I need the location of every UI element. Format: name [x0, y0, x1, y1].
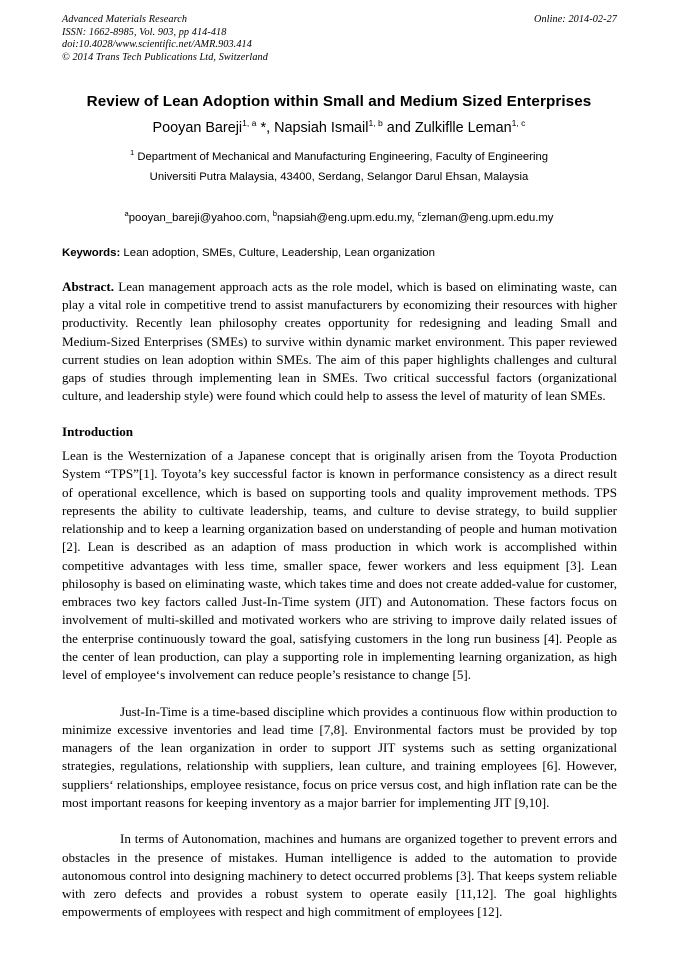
author-list [40, 119, 638, 137]
email-address-c[interactable]: zleman@eng.upm.edu.my [421, 212, 554, 224]
corresponding-author-star: * [256, 120, 267, 136]
paragraph: In terms of Autonomation, machines and humans are organized together to prevent errors and obstacles in the presence of mistakes. Human intelligence is added to the automation to provide autonomous control into designing machinery to detect occurred problems [3]. That keeps system reliable with zero defects and provides a robust system to operate easily [11,12]. The goal highlights empowerments of employees with respect and high commitment of employees [12]. [62, 831, 617, 920]
email-marker-c: c [417, 209, 422, 219]
issn-volume-pages: ISSN: 1662-8985, Vol. 903, pp 414-418 [62, 26, 227, 38]
affiliation-line-2: Universiti Putra Malaysia, 43400, Serdang, Selangor Darul Ehsan, Malaysia [149, 170, 529, 183]
email-address-a[interactable]: pooyan_bareji@yahoo.com, [128, 212, 273, 224]
keywords-line [62, 246, 617, 261]
masthead-right-block [534, 14, 617, 27]
author-separator-2: and [382, 120, 415, 136]
author-name-3: Zulkiflle Leman [414, 120, 512, 136]
author-affil-marker-1: 1, a [242, 118, 257, 129]
section-heading-introduction: Introduction [62, 424, 134, 439]
online-publication-date: Online: 2014-02-27 [533, 14, 617, 25]
paper-title: Review of Lean Adoption within Small and Medium Sized Enterprises [86, 93, 592, 111]
email-address-b[interactable]: napsiah@eng.upm.edu.my, [276, 212, 418, 224]
journal-masthead [62, 14, 617, 72]
keywords-values: Lean adoption, SMEs, Culture, Leadership, Lean organization [120, 247, 435, 259]
paragraph: Just-In-Time is a time-based discipline which provides a continuous flow within production to minimize excessive inventories and lead time [7,8]. Environmental factors must be provided by top managers of the lean organization in order to support JIT systems such as setting organizational strategies, regulations, relationship with suppliers, lean culture, and training employees [6]. However, suppliers‘ relationships, employee resistance, focus on price versus cost, and high inflation rate can be the most important reasons for keeping inventory as a major barrier for implementing JIT [9,10]. [62, 703, 617, 810]
abstract-block [62, 278, 617, 405]
affiliation-department: Department of Mechanical and Manufacturing Engineering, Faculty of Engineering [134, 151, 549, 163]
paragraph: Lean is the Westernization of a Japanese concept that is originally arisen from the Toyota Production System “TPS”[1]. Toyota’s key successful factor is known in performance consistency as a direct result of operational excellence, which is based on supporting tools and quality improvement methods. TPS represents the ability to cultivate leadership, teams, and culture to devise strategy, to build supplier relationship and to keep a learning organization based on understanding of people and human motivation [2]. Lean is described as an adaption of mass production in which work is accomplished within competitive advantages with less time, smaller space, fewer workers and less equipment [3]. Lean philosophy is based on eliminating waste, which takes time and does not create added-value for customer, embraces two key factors called Just-In-Time system (JIT) and Autonomation. These factors focus on involvement of multi-skilled and motivated workers who are striving to improve daily related issues of the enterprise continuously toward the goal, satisfying customers in the long run business [4]. People as the center of lean production, can play a supporting role in implementing learning organization, as high level of employee‘s involvement can reduce people’s resistance to change [5]. [62, 448, 617, 682]
doi-line: doi:10.4028/www.scientific.net/AMR.903.414 [62, 39, 252, 51]
abstract-label: Abstract. [62, 279, 114, 294]
affiliation-block [40, 148, 638, 187]
abstract-text: Lean management approach acts as the role model, which is based on eliminating waste, can play a vital role in competitive trend to assist manufacturers by economizing their resources with higher productivity. Recently lean philosophy creates opportunity for redesigning and leading Small and Medium-Sized Enterprises (SMEs) to survive within dynamic market environment. This paper reviewed current studies on lean adoption within SMEs. The aim of this paper highlights challenges and cultural gaps of studies through implementing lean in SMEs. Two critical successful factors (organizational culture, and leadership style) were found which could help to assess the level of maturity of lean SMEs. [62, 279, 617, 404]
author-affil-marker-3: 1, c [511, 118, 526, 129]
journal-name: Advanced Materials Research [62, 14, 188, 25]
email-marker-b: b [272, 209, 277, 219]
author-affil-marker-2: 1, b [368, 118, 383, 129]
author-name-1: Pooyan Bareji [152, 120, 243, 136]
affiliation-line-1 [40, 148, 638, 168]
email-marker-a: a [124, 209, 129, 219]
author-separator-1: , [266, 120, 275, 136]
masthead-left-block [62, 14, 268, 64]
author-emails [40, 211, 638, 226]
affiliation-marker: 1 [129, 148, 135, 158]
copyright-line: © 2014 Trans Tech Publications Ltd, Switzerland [62, 51, 268, 63]
keywords-label: Keywords: [62, 247, 121, 259]
author-name-2: Napsiah Ismail [274, 120, 369, 136]
section-body-introduction [62, 447, 617, 922]
